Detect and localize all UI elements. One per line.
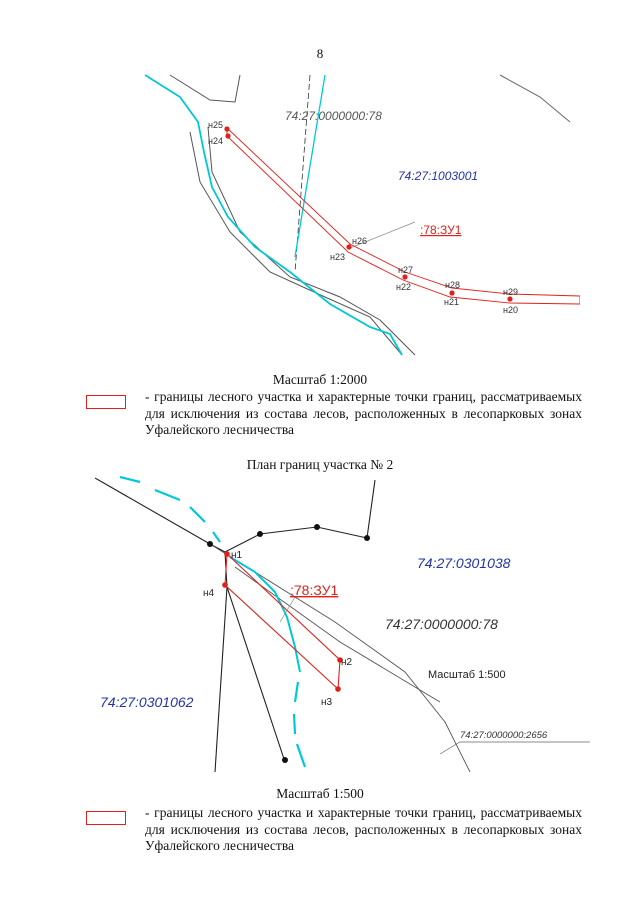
boundary-point (224, 126, 229, 131)
point-label: н3 (321, 697, 333, 708)
scale-caption-2: Масштаб 1:500 (276, 786, 364, 801)
parcel-label-gray: 74:27:0000000:2656 (460, 730, 548, 741)
parcel-label-gray: 74:27:0000000:78 (385, 616, 498, 632)
point-label: н28 (445, 280, 460, 290)
boundary-point (225, 133, 230, 138)
point-label: н21 (444, 297, 459, 307)
boundary-point (507, 296, 512, 301)
point-label: н27 (398, 265, 413, 275)
leader-line (440, 742, 590, 754)
point-label: н22 (396, 282, 411, 292)
plot-label: :78:ЗУ1 (290, 582, 339, 598)
network-point (257, 531, 263, 537)
page-number: 8 (316, 46, 324, 61)
water-line (294, 682, 305, 767)
legend-swatch (86, 811, 126, 825)
parcel-label-blue: 74:27:0301038 (417, 555, 511, 571)
boundary-point (402, 274, 407, 279)
point-label: н1 (231, 550, 243, 561)
point-label: н4 (203, 588, 215, 599)
boundary-point (449, 290, 454, 295)
network-point (364, 535, 370, 541)
parcel-label-blue: 74:27:0301062 (100, 694, 194, 710)
map-plot-2 (95, 472, 590, 772)
boundary-point (335, 686, 341, 692)
plot-label: :78:ЗУ1 (420, 223, 462, 237)
plan-title: План границ участка № 2 (246, 457, 394, 472)
boundary-line-gray (500, 75, 570, 122)
legend-text-2: - границы лесного участка и характерные точки границ, рассматриваемых для исключения из состава лесов, расположенных в лесопарковых зонах Уфалейского лесничества (145, 805, 582, 853)
water-line (295, 75, 325, 257)
legend-text-1: - границы лесного участка и характерные точки границ, рассматриваемых для исключения из состава лесов, расположенных в лесопарковых зонах Уфалейского лесничества (145, 389, 582, 437)
boundary-line-gray (190, 132, 402, 355)
point-label: н24 (208, 136, 223, 146)
boundary-line-black (95, 478, 375, 552)
boundary-line-black (225, 552, 285, 762)
network-point (314, 524, 320, 530)
scale-caption-1: Масштаб 1:2000 (272, 372, 368, 387)
legend-swatch (86, 395, 126, 409)
water-line (230, 557, 300, 672)
point-label: н29 (503, 287, 518, 297)
point-label: н26 (352, 236, 367, 246)
water-line (120, 477, 220, 542)
network-point (282, 757, 288, 763)
point-label: н2 (341, 657, 353, 668)
network-point (207, 541, 213, 547)
parcel-label-blue: 74:27:1003001 (398, 169, 479, 183)
point-label: н20 (503, 305, 518, 315)
boundary-line-black (215, 587, 227, 772)
boundary-point (346, 244, 351, 249)
parcel-label-gray: 74:27:0000000:78 (285, 109, 382, 123)
inner-scale-label: Масштаб 1:500 (428, 669, 506, 681)
boundary-point (224, 551, 230, 557)
point-label: н25 (208, 120, 223, 130)
plot-boundary (225, 554, 340, 689)
point-label: н23 (330, 252, 345, 262)
boundary-point (222, 582, 228, 588)
map-plot-1 (140, 72, 580, 357)
